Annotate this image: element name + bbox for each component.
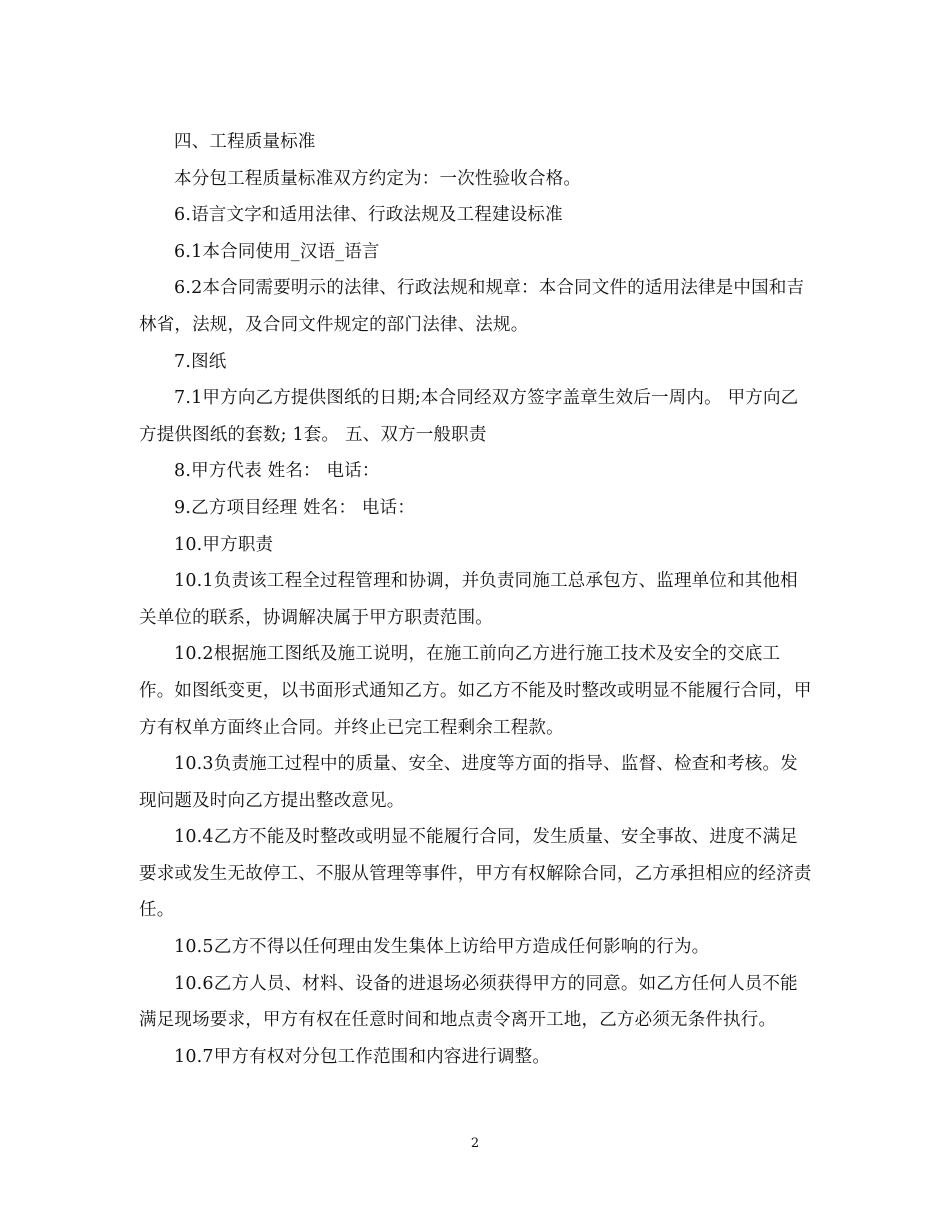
page-number: 2: [470, 1136, 480, 1151]
clause-7-1: 7.1甲方向乙方提供图纸的日期;本合同经双方签字盖章生效后一周内。 甲方向乙方提供图纸的套数; 1套。 五、双方一般职责: [139, 388, 799, 445]
clause-7-heading: 7.图纸: [174, 351, 227, 372]
clause-8: 8.甲方代表 姓名： 电话：: [174, 461, 380, 482]
clause-10-4: 10.4乙方不能及时整改或明显不能履行合同，发生质量、安全事故、进度不满足要求或发生无故停工、不服从管理等事件，甲方有权解除合同，乙方承担相应的经济责任。: [139, 827, 812, 921]
clause-6-1: 6.1本合同使用_汉语_语言: [174, 241, 380, 262]
clause-9: 9.乙方项目经理 姓名： 电话：: [174, 497, 416, 518]
section-heading-quality-standard: 四、工程质量标准: [174, 132, 316, 152]
paragraph-quality-agreement: 本分包工程质量标准双方约定为：一次性验收合格。: [174, 168, 582, 189]
clause-6-2: 6.2本合同需要明示的法律、行政法规和规章：本合同文件的适用法律是中国和吉林省，法规，及合同文件规定的部门法律、法规。: [139, 278, 805, 335]
clause-10-7: 10.7甲方有权对分包工作范围和内容进行调整。: [174, 1046, 551, 1067]
document-body: [139, 124, 814, 1075]
clause-10-heading: 10.甲方职责: [174, 534, 274, 555]
clause-10-1: 10.1负责该工程全过程管理和协调，并负责同施工总承包方、监理单位和其他相关单位的联系，协调解决属于甲方职责范围。: [139, 571, 798, 628]
clause-10-6: 10.6乙方人员、材料、设备的进退场必须获得甲方的同意。如乙方任何人员不能满足现场要求，甲方有权在任意时间和地点责令离开工地，乙方必须无条件执行。: [139, 973, 798, 1031]
clause-6-heading: 6.语言文字和适用法律、行政法规及工程建设标准: [174, 205, 563, 226]
clause-10-2: 10.2根据施工图纸及施工说明，在施工前向乙方进行施工技术及安全的交底工作。如图纸变更，以书面形式通知乙方。如乙方不能及时整改或明显不能履行合同，甲方有权单方面终止合同。并终止已完工程剩余工程款。: [139, 644, 812, 738]
clause-10-5: 10.5乙方不得以任何理由发生集体上访给甲方造成任何影响的行为。: [174, 937, 710, 958]
clause-10-3: 10.3负责施工过程中的质量、安全、进度等方面的指导、监督、检查和考核。发现问题及时向乙方提出整改意见。: [139, 754, 798, 811]
